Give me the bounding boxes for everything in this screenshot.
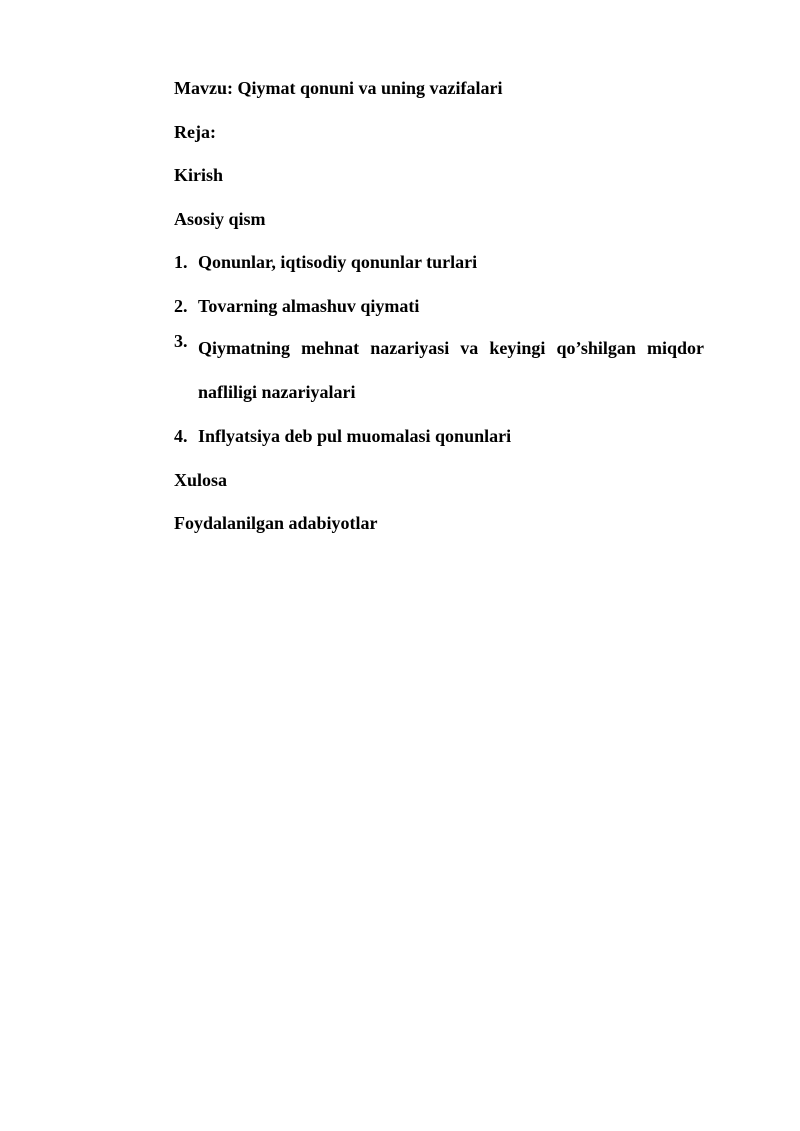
list-item-text: Tovarning almashuv qiymati	[198, 295, 420, 316]
list-item-text: Qonunlar, iqtisodiy qonunlar turlari	[198, 252, 478, 272]
document-title: Mavzu: Qiymat qonuni va uning vazifalari	[174, 78, 503, 98]
plan-list-item	[174, 248, 704, 276]
main-part-heading: Asosiy qism	[174, 208, 266, 229]
plan-list-item	[174, 292, 704, 320]
conclusion-heading: Xulosa	[174, 469, 228, 490]
plan-heading: Reja:	[174, 121, 216, 142]
list-item-text: Qiymatning mehnat nazariyasi va keyingi qo’shilgan miqdor nafliligi nazariyalari	[198, 338, 704, 402]
intro-heading: Kirish	[174, 165, 224, 185]
list-item-text: Inflyatsiya deb pul muomalasi qonunlari	[198, 426, 512, 446]
plan-list-item	[174, 327, 704, 414]
list-item-number: 4.	[174, 426, 188, 446]
references-heading: Foydalanilgan adabiyotlar	[174, 513, 378, 533]
plan-list-item	[174, 422, 704, 450]
list-item-number: 3.	[174, 331, 188, 352]
list-item-number: 1.	[174, 252, 188, 272]
document-body	[174, 74, 704, 553]
list-item-number: 2.	[174, 295, 188, 316]
